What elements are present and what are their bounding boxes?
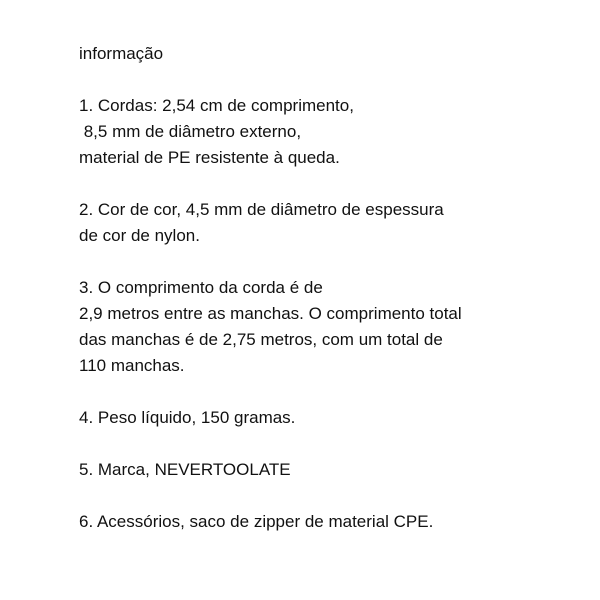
item-line: 2. Cor de cor, 4,5 mm de diâmetro de espessura [79, 200, 444, 219]
item-line: 3. O comprimento da corda é de [79, 278, 323, 297]
item-line: 6. Acessórios, saco de zipper de material CPE. [79, 512, 434, 531]
item-line: das manchas é de 2,75 metros, com um total de [79, 330, 443, 349]
document-heading: informação [79, 44, 164, 63]
spacer [79, 67, 579, 93]
item-weight [79, 405, 579, 431]
spacer [79, 171, 579, 197]
item-cords [79, 93, 579, 171]
product-information-document [79, 41, 579, 535]
spacer [79, 249, 579, 275]
spacer [79, 431, 579, 457]
item-line: material de PE resistente à queda. [79, 148, 340, 167]
spacer [79, 379, 579, 405]
item-line: 8,5 mm de diâmetro externo, [79, 122, 302, 141]
item-accessories [79, 509, 579, 535]
item-brand [79, 457, 579, 483]
spacer [79, 483, 579, 509]
item-color [79, 197, 579, 249]
item-line: 1. Cordas: 2,54 cm de comprimento, [79, 96, 354, 115]
item-line: 5. Marca, NEVERTOOLATE [79, 460, 291, 479]
item-line: de cor de nylon. [79, 226, 200, 245]
item-line: 4. Peso líquido, 150 gramas. [79, 408, 296, 427]
item-line: 110 manchas. [79, 356, 185, 375]
item-length [79, 275, 579, 379]
item-line: 2,9 metros entre as manchas. O comprimento total [79, 304, 462, 323]
